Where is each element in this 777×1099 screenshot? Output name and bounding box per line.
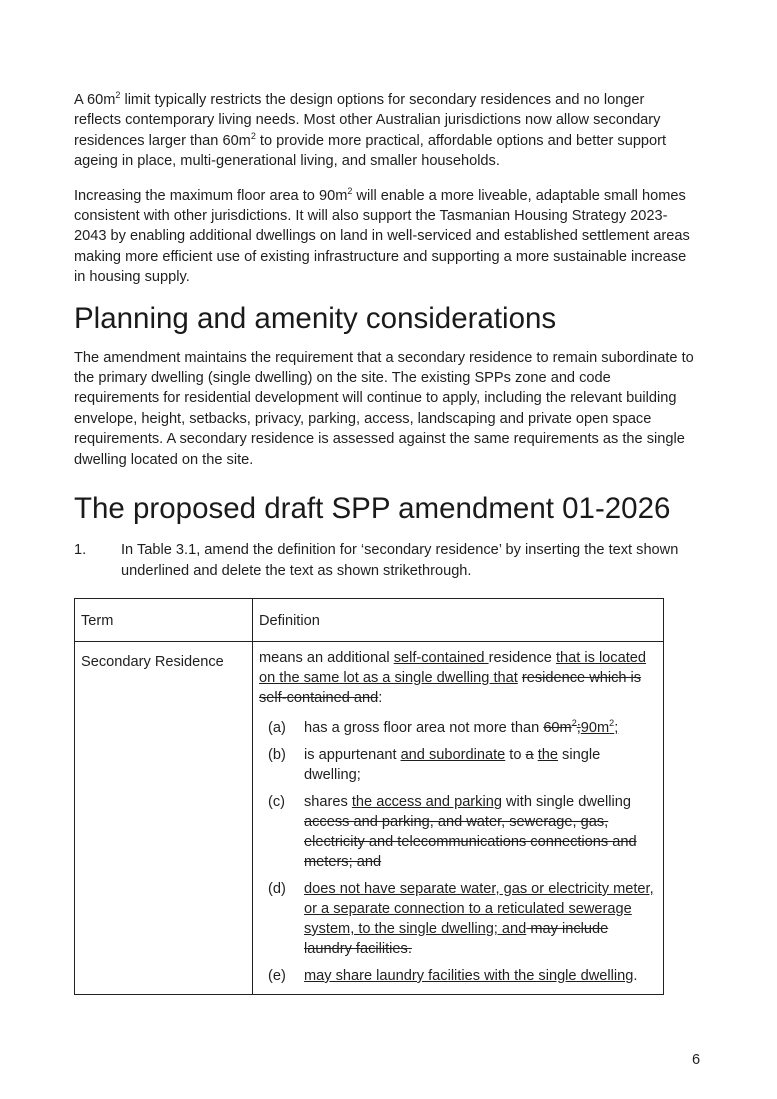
text-run: . xyxy=(633,967,638,984)
text-run: ; xyxy=(614,719,619,736)
text-run: will enable a more liveable, adaptable small homes consistent with other jurisdictions. It will also support the Tasmanian Housing Strategy 2023-2043 by enabling additional dwellings on land in well-serviced and established settlement areas making more efficient use of existing infrastructure and supporting a more sustainable increase in housing supply. xyxy=(74,187,690,286)
heading-proposed-amendment: The proposed draft SPP amendment 01-2026 xyxy=(74,492,671,526)
document-page xyxy=(74,90,694,995)
text-run: to xyxy=(505,746,526,763)
term-cell: Secondary Residence xyxy=(75,641,253,994)
table-header-row xyxy=(75,598,664,641)
text-run: means an additional xyxy=(259,649,394,666)
definition-item-a xyxy=(259,718,657,738)
inserted-text: may share laundry facilities with the single dwelling xyxy=(304,967,634,984)
superscript: 2 xyxy=(115,90,121,101)
paragraph-increase-floor-area xyxy=(74,186,694,288)
item-label: (d) xyxy=(268,880,286,897)
numbered-item-1 xyxy=(74,540,694,581)
definition-item-b xyxy=(259,745,657,785)
item-text xyxy=(304,792,657,872)
item-label: (e) xyxy=(268,967,286,984)
text-run: : xyxy=(378,689,383,706)
table-row xyxy=(75,641,664,994)
inserted-text xyxy=(581,720,618,736)
text-run: residence xyxy=(488,649,556,666)
text-run: ; xyxy=(576,719,581,736)
superscript: 2 xyxy=(609,718,615,729)
heading-planning-amenity: Planning and amenity considerations xyxy=(74,301,557,335)
text-run: shares xyxy=(304,793,352,810)
deleted-text xyxy=(543,720,580,736)
text-run: to provide more practical, affordable options and better support ageing in place, multi-generational living, and smaller households. xyxy=(74,132,667,170)
text-run: single dwelling; xyxy=(304,746,601,783)
superscript: 2 xyxy=(571,718,577,729)
paragraph-amendment-requirements: The amendment maintains the requirement that a secondary residence to remain subordinate to the primary dwelling (single dwelling) on the site. The existing SPPs zone and code requirements for residential development will continue to apply, including the relevant building envelope, height, setbacks, privacy, parking, access, landscaping and private open space requirements. A secondary residence is assessed against the same requirements as the single dwelling located on the site. xyxy=(74,349,694,468)
inserted-text: does not have separate water, gas or electricity meter, or a separate connection to a reticulated sewerage system, to the single dwelling; and xyxy=(304,880,654,937)
page-number: 6 xyxy=(692,1052,701,1068)
item-text xyxy=(304,718,657,738)
deleted-text: a xyxy=(525,746,534,763)
paragraph-floor-area-limit xyxy=(74,90,694,172)
inserted-text: and subordinate xyxy=(400,746,506,763)
superscript: 2 xyxy=(250,130,256,141)
inserted-text: the xyxy=(537,746,558,763)
inserted-text: that is located on the same lot as a single dwelling that xyxy=(259,649,647,686)
header-definition: Definition xyxy=(253,598,664,641)
definition-item-d xyxy=(259,879,657,959)
text-run: is appurtenant xyxy=(304,746,401,763)
text-run: has a gross floor area not more than xyxy=(304,719,544,736)
definition-intro xyxy=(259,648,657,708)
deleted-text: access and parking, and water, sewerage, gas, electricity and telecommunications connections and meters; and xyxy=(304,813,637,870)
item-label: (b) xyxy=(268,746,286,763)
definition-item-c xyxy=(259,792,657,872)
deleted-text: may include laundry facilities. xyxy=(304,920,609,957)
definition-item-e xyxy=(259,966,657,986)
item-text: In Table 3.1, amend the definition for ‘secondary residence’ by inserting the text shown underlined and delete the text as shown strikethrough. xyxy=(121,542,679,579)
item-number: 1. xyxy=(74,542,87,559)
inserted-text: self-contained xyxy=(393,649,489,666)
definition-cell xyxy=(253,641,664,994)
superscript: 2 xyxy=(347,185,353,196)
deleted-text: residence which is self-contained and xyxy=(259,669,642,706)
item-label: (c) xyxy=(268,793,286,810)
item-text xyxy=(304,745,657,785)
text-run: 90m xyxy=(580,719,610,736)
text-run: with single dwelling xyxy=(501,793,631,810)
item-label: (a) xyxy=(268,719,286,736)
item-text xyxy=(304,879,657,959)
text-run: limit typically restricts the design options for secondary residences and no longer reflects contemporary living needs. Most other Australian jurisdictions now allow secondary residences larger than 60m xyxy=(74,92,661,149)
item-text xyxy=(304,966,657,986)
text-run: 60m xyxy=(543,719,572,736)
header-term: Term xyxy=(75,598,253,641)
text-run: A 60m xyxy=(74,92,116,108)
inserted-text: the access and parking xyxy=(351,793,502,810)
text-run: Increasing the maximum floor area to 90m xyxy=(74,187,348,204)
definition-table xyxy=(74,598,664,995)
